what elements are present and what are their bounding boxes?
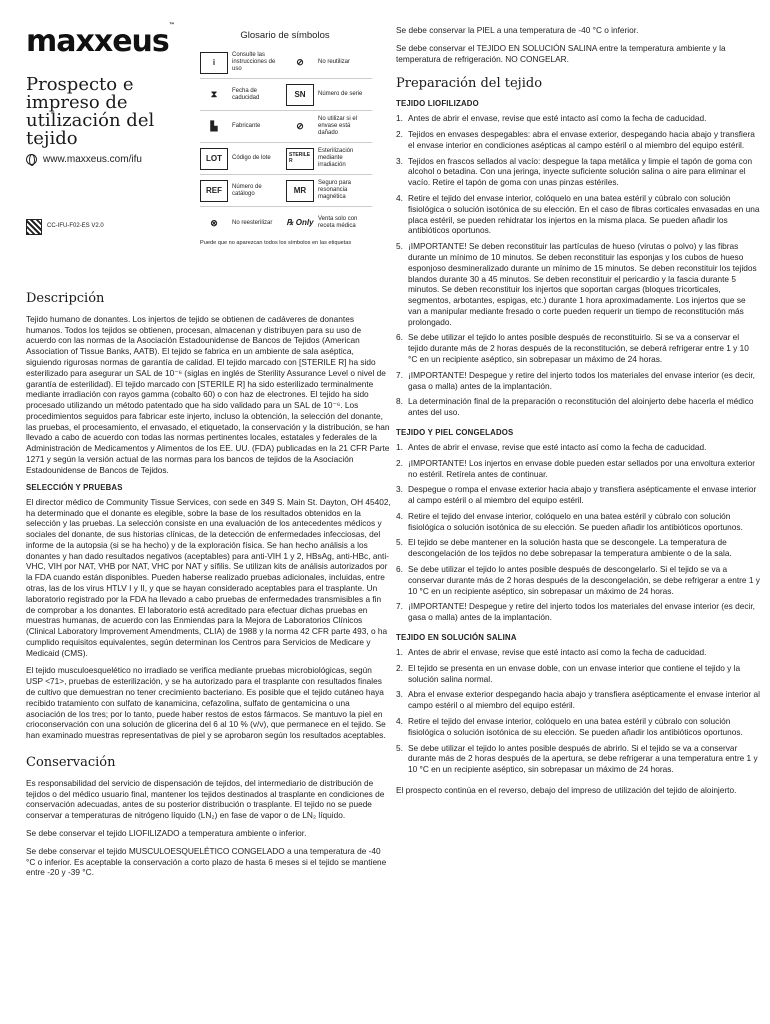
solucion-salina-list [396, 647, 760, 775]
glossary-label: No reutilizar [318, 59, 351, 66]
mr-safe-icon: MR [286, 180, 314, 202]
paragraph: Se debe conservar el TEJIDO EN SOLUCIÓN SALINA entre la temperatura ambiente y la temperatura de refrigeración. NO CONGELAR. [396, 42, 726, 64]
subsection-heading: TEJIDO Y PIEL CONGELADOS [396, 427, 514, 437]
glossary-cell [286, 143, 372, 174]
glossary-cell [286, 175, 372, 206]
list-item: 8. La determinación final de la preparación o reconstitución del aloinjerto debe hacerla el médico antes del uso. [396, 396, 754, 418]
section-heading: Preparación del tejido [396, 76, 543, 92]
subsection-heading: SELECCIÓN Y PRUEBAS [26, 482, 123, 492]
list-item: 6. Se debe utilizar el tejido lo antes posible después de descongelarlo. Si el tejido se va a conservar durante más de 2 horas después de la descongelación, se debe refrigerar a entre 1 y 10 °C en un recipiente aséptico, sin sobrepasar un máximo de 24 horas. [396, 564, 760, 596]
glossary-cell [200, 175, 286, 206]
glossary-cell [200, 111, 286, 142]
section-heading: Conservación [26, 754, 116, 770]
website-link[interactable] [26, 153, 142, 166]
list-item: 2. El tejido se presenta en un envase doble, con un envase interior que contiene el tejido y la solución salina normal. [396, 662, 741, 684]
glossary-label: No utilizar si el envase está dañado [318, 116, 358, 136]
glossary-cell [286, 207, 372, 239]
list-item: 1. Antes de abrir el envase, revise que esté intacto así como la fecha de caducidad. [396, 442, 707, 453]
glossary-note: Puede que no aparezcan todos los símbolos en las etiquetas [200, 240, 352, 246]
glossary-label: Fecha de caducidad [232, 87, 260, 101]
glossary-label: Número de serie [318, 91, 363, 98]
glossary-cell [200, 143, 286, 174]
list-item: 4. Retire el tejido del envase interior, colóquelo en una batea estéril y cúbralo con solución fisiológica o solución isotónica de su elección. Se pueden añadir los antibióticos oportunos. [396, 715, 743, 737]
list-item: 2. ¡IMPORTANTE! Los injertos en envase doble pueden estar sellados por una envoltura exterior no estéril. Retírela antes de continuar. [396, 457, 755, 479]
list-item: 4. Retire el tejido del envase interior, colóquelo en una batea estéril y cúbralo con solución fisiológica o solución isotónica de su elección. Se pueden añadir los antibióticos oportunos. [396, 510, 743, 532]
footer-note: El prospecto continúa en el reverso, debajo del impreso de utilización del tejido de aloinjerto. [396, 784, 737, 795]
hourglass-icon: ⧗ [210, 89, 218, 100]
paragraph: El tejido musculoesquelético no irradiado se verifica mediante pruebas microbiológicas, según USP <71>, pruebas de esterilización, y se ha autorizado para el trasplante con resultados finales de cultivo que demuestran no tener crecimiento bacteriano. Es posible que el tejido cutáneo haya recibido tratamiento con sulfato de kanamicina, cefazolina, sulfato de gentamicina o una asociación de los tres; por lo tanto, puede haber restos de estos fármacos. Se mantuvo la piel en crioconservación con una solución de glicerina del 6 al 10 % (v/v), que permanece en el tejido. Se han examinado muestras representativas de piel y se aprobaron según los resultados aceptables. [26, 665, 386, 741]
glossary-label: Esterilización mediante irradiación [318, 148, 354, 168]
list-item: 3. Despegue o rompa el envase exterior hacia abajo y transfiera asépticamente el envase interior al campo estéril o al miembro del equipo estéril. [396, 484, 757, 506]
left-column [26, 291, 391, 885]
list-item: 7. ¡IMPORTANTE! Despegue y retire del injerto todos los materiales del envase interior (es decir, gasa o malla) antes de la implantación. [396, 601, 755, 623]
list-item: 3. Tejidos en frascos sellados al vacío: despegue la tapa metálica y limpie el tapón de goma con alcohol o betadina. Con una jeringa, inyecte suficiente solución salina o aire para eliminar el vacío. Retire el tapón de goma con unas pinzas estériles. [396, 155, 753, 188]
rx-only-icon: ℞ Only [286, 218, 314, 228]
symbol-glossary [200, 47, 372, 239]
list-item: 5. El tejido se debe mantener en la solución hasta que se descongele. La temperatura de descongelación de los tejidos no debe sobrepasar la temperatura ambiente o de la sala. [396, 537, 732, 559]
glossary-label: Fabricante [232, 123, 261, 130]
section-heading: Descripción [26, 291, 105, 306]
glossary-row [200, 175, 372, 207]
paragraph: Se debe conservar el tejido LIOFILIZADO a temperatura ambiente o inferior. [26, 827, 307, 838]
list-item: 3. Abra el envase exterior despegando hacia abajo y transfiera asépticamente el envase interior al campo estéril o al miembro del equipo estéril. [396, 689, 760, 711]
manufacturer-icon: ▙ [210, 121, 218, 132]
glossary-label: Consulte las instrucciones de uso [232, 52, 276, 72]
qr-code-icon [26, 219, 42, 235]
doc-code [26, 219, 104, 235]
glossary-row [200, 111, 372, 143]
list-item: 1. Antes de abrir el envase, revise que esté intacto así como la fecha de caducidad. [396, 647, 707, 658]
glossary-label: Seguro para resonancia magnética [318, 180, 352, 200]
ref-icon: REF [200, 180, 228, 202]
glossary-row [200, 79, 372, 111]
serial-number-icon: SN [286, 84, 314, 106]
paragraph: Se debe conservar el tejido MUSCULOESQUELÉTICO CONGELADO a una temperatura de -40 °C o inferior. Es aceptable la conservación a corto plazo de hasta 6 meses si el tejido se mantiene entre -20 y -39 °C. [26, 845, 387, 878]
document-title: Prospecto e impreso de utilización del tejido [26, 74, 155, 149]
glossary-label: Número de catálogo [232, 183, 262, 197]
glossary-cell [200, 47, 286, 78]
do-not-reuse-icon: ⊘ [296, 57, 304, 68]
list-item: 5. ¡IMPORTANTE! Se deben reconstituir las partículas de hueso (virutas o polvo) y las fibras durante un mínimo de 10 minutos. Se deben reconstituir las esponjas y los cubos de hueso esponjoso desmineralizado durante un mínimo de 15 minutos. Se deben reconstituir los tejidos blandos durante 30 a 45 minutos. Se deben reconstituir el pericardio y la fascia durante 5 minutos. Se deben reconstituir los injertos que soportan cargas (bloques tricorticales, segmentos, arbotantes, espigas, etc.) durante 1 hora aproximadamente. Los injertos que se van a manipular mediante fresado o corte pueden requerir un tiempo de reconstitución más prolongado. [396, 241, 757, 327]
globe-icon [26, 154, 37, 165]
brand-logo [26, 22, 174, 61]
glossary-row [200, 207, 372, 239]
glossary-row [200, 47, 372, 79]
list-item: 7. ¡IMPORTANTE! Despegue y retire del injerto todos los materiales del envase interior (es decir, gasa o malla) antes de la implantación. [396, 369, 755, 391]
liofilizado-list [396, 113, 760, 418]
list-item: 5. Se debe utilizar el tejido lo antes posible después de abrirlo. Si el tejido se va a conservar durante más de 2 horas después de la apertura, se debe refrigerar a una temperatura entre 1 y 10 °C en un recipiente aséptico, sin sobrepasar un máximo de 24 horas. [396, 742, 758, 775]
right-column [396, 25, 760, 803]
paragraph: Es responsabilidad del servicio de dispensación de tejidos, del intermediario de distribución de tejidos o del médico usuario final, mantener los tejidos destinados al trasplante en condiciones de conservación adecuadas, antes de su posterior distribución o trasplante. El tejido no se puede conservar a temperaturas de nitrógeno líquido (LN₂) en fase de vapor o de LN₂ líquido. [26, 777, 385, 821]
lot-icon: LOT [200, 148, 228, 170]
doc-code-text: CC-IFU-F02-ES V2.0 [47, 223, 104, 230]
brand-tm: ™ [168, 22, 174, 29]
glossary-cell [286, 111, 372, 142]
glossary-row [200, 143, 372, 175]
brand-name: maxxeus [26, 24, 169, 59]
list-item: 2. Tejidos en envases despegables: abra el envase exterior, despegando hacia abajo y transfiera el envase interior en condiciones asépticas al campo estéril o al miembro del equipo estéril. [396, 129, 755, 150]
glossary-cell [200, 79, 286, 110]
list-item: 6. Se debe utilizar el tejido lo antes posible después de reconstituirlo. Si se va a conservar el tejido durante más de 2 horas después de la reconstitución, se deberá refrigerar entre 1 y 10 °C en un recipiente aséptico, sin sobrepasar un máximo de 24 horas. [396, 332, 749, 364]
do-not-resterilize-icon: ⊗ [210, 217, 218, 228]
glossary-label: Venta solo con receta médica [318, 216, 358, 229]
list-item: 1. Antes de abrir el envase, revise que esté intacto así como la fecha de caducidad. [396, 113, 707, 124]
website-text: www.maxxeus.com/ifu [43, 154, 142, 165]
list-item: 4. Retire el tejido del envase interior, colóquelo en una batea estéril y cúbralo con solución fisiológica o solución isotónica de su elección. En el caso de fibras corticales envasadas en una placa estéril, se pueden rehidratar los injertos en la misma placa. Se pueden añadir los antibióticos oportunos. [396, 193, 760, 236]
paragraph: Se debe conservar la PIEL a una temperatura de -40 °C o inferior. [396, 25, 639, 35]
glossary-cell [200, 207, 286, 239]
damaged-package-icon: ⊘ [296, 121, 304, 132]
glossary-cell [286, 47, 372, 78]
paragraph: El director médico de Community Tissue Services, con sede en 349 S. Main St. Dayton, OH 45402, ha determinado que el donante es elegible, sobre la base de los resultados obtenidos en la selección y las pruebas. La selección consiste en una evaluación de los antecedentes médicos y sociales del donante, de sus historias clínicas, de la detección de enfermedades infecciosas, del informe de la autopsia (si se ha hecho) y de la exploración física. Se han hecho análisis a los donantes y han dado resultados negativos (aceptables) para anti-VIH 1 y 2, HBsAg, anti-HBc, anti-VHC, VIH por NAT, VHB por NAT, VHC por NAT y sífilis. Se utilizan kits de análisis autorizados por la FDA cuando están disponibles. Pueden haberse realizado pruebas adicionales, incluidas, entre otras, las de los virus HTLV I y II, y que se hayan considerado aceptables para el trasplante. Un laboratorio registrado por la FDA ha llevado a cabo pruebas de enfermedades transmisibles a fin de comprobar a los donantes. El laboratorio está acreditado para efectuar dichas pruebas en muestras humanas, de acuerdo con las Enmiendas para la Mejora de Laboratorios Clínicos (Clinical Laboratory Improvement Amendments, CLIA) de 1988 y la norma 42 CFR parte 493, o ha cumplido requisitos equivalentes, según determinan los Centros para Servicios de Medicare y Medicaid (CMS). [26, 496, 391, 658]
glossary-title: Glosario de símbolos [240, 30, 330, 41]
glossary-label: Código de lote [232, 155, 271, 162]
congelados-list [396, 442, 760, 623]
subsection-heading: TEJIDO EN SOLUCIÓN SALINA [396, 632, 517, 642]
subsection-heading: TEJIDO LIOFILIZADO [396, 99, 479, 109]
sterile-r-icon: STERILE R [286, 148, 314, 170]
glossary-label: No reesterilizar [232, 219, 273, 226]
glossary-cell [286, 79, 372, 110]
ifu-icon: i [200, 52, 228, 74]
paragraph: Tejido humano de donantes. Los injertos de tejido se obtienen de cadáveres de donantes humanos. Todos los tejidos se obtienen, procesan, almacenan y distribuyen para su uso de acuerdo con las normas de la Asociación Estadounidense de Bancos de Tejidos (American Association of Tissue Banks, AATB). El tejido se fabrica en un ambiente de sala aséptica, siguiendo rigurosas normas de garantía de calidad. El tejido marcado con [STERILE R] ha sido esterilizado para asegurar un SAL de 10⁻⁶ (siglas en inglés de Sterility Assurance Level o nivel de garantía de esterilidad). El tejido marcado con [STERILE R] ha sido esterilizado terminalmente mediante irradiación con rayos gamma (cobalto 60) o con haz de electrones. El tejido ha sido procesado utilizando un método patentado que ha sido validado para un SAL de 10⁻⁶. Los procedimientos seguidos para fabricar este injerto, incluso la obtención, la selección del donante, las pruebas, el procesamiento, el envasado, el etiquetado, la conservación y la distribución, se han llevado a cabo de acuerdo con todas las normas pertinentes locales, estatales y federales de la Administración de Medicamentos y Alimentos de los EE. UU. (FDA) publicadas en la 21 CFR Parte 1271 y según la versión actual de las normas para los bancos de tejidos de la Asociación Estadounidense de Bancos de Tejidos. [26, 313, 390, 475]
